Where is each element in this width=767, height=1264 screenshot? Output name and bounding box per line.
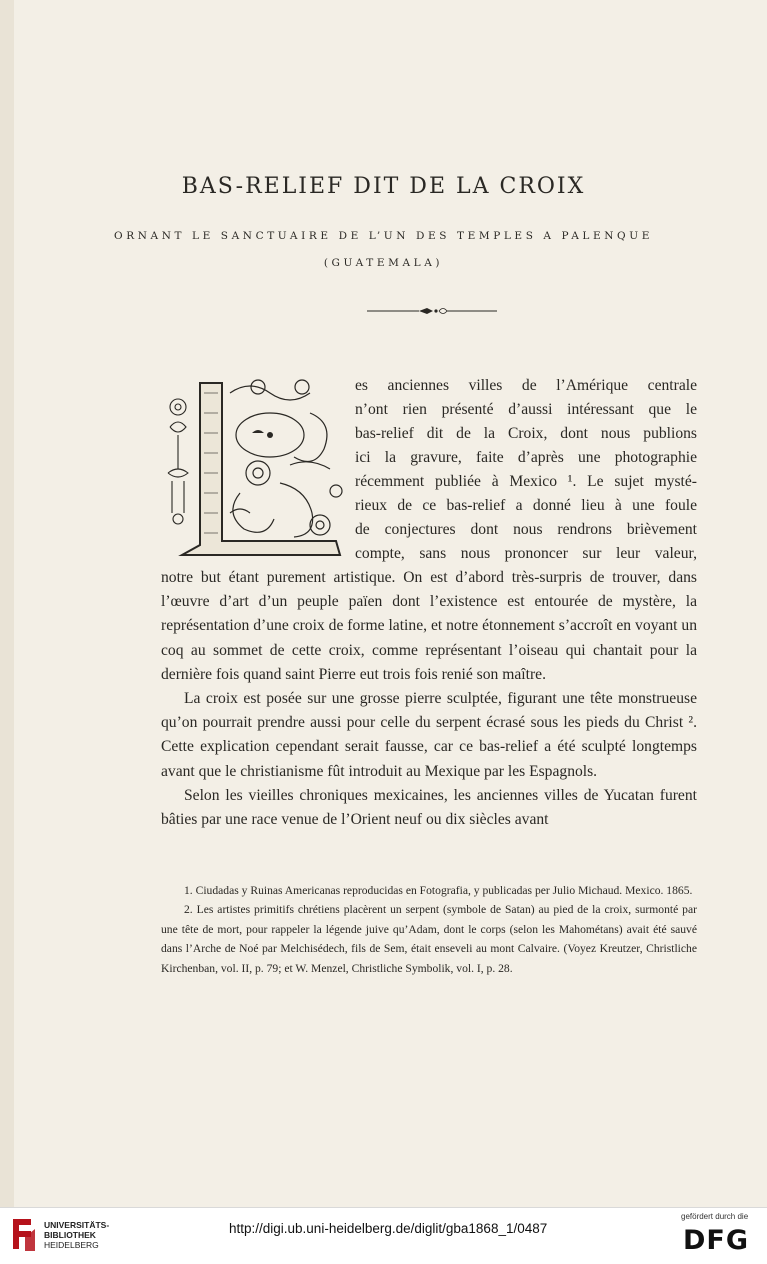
body-text [161, 566, 697, 832]
library-name [44, 1220, 109, 1250]
lead-line: es anciennes villes de l’Amérique centrale [355, 377, 697, 394]
footnote-2: 2. Les artistes primitifs chrétiens placèrent un serpent (symbole de Satan) au pied de la croix, surmonté par une tête de mort, pour rappeler la légende juive qu’Adam, dont le corps (selon les Mahométans) avait été sauvé dans l’Arche de Noé par Melchisédech, fils de Sem, était enseveli au mont Calvaire. (Voyez Kreutzer, Christliche Kirchenban, vol. II, p. 79; et W. Menzel, Christliche Symbolik, vol. I, p. 28. [161, 903, 697, 975]
article-subtitle-location: (GUATEMALA) [323, 257, 444, 269]
paragraph-2: La croix est posée sur une grosse pierre sculptée, figurant une tête monstrueuse qu’on pourrait prendre aussi pour celle du serpent écrasé sous les pieds du Christ ². Cette explication cependant serait fausse, car ce bas-relief a été sculpté longtemps avant que le christianisme fût introduit au Mexique par les Espagnols. [161, 690, 697, 780]
dfg-logo[interactable]: DFG [683, 1225, 750, 1256]
decorated-initial-letter-icon [160, 373, 350, 559]
lead-line: de conjectures dont nous rendrons brièvement [355, 521, 697, 538]
lead-line: n’ont rien présenté d’aussi intéressant que le [355, 401, 697, 418]
lead-line: récemment publiée à Mexico ¹. Le sujet mysté- [355, 473, 697, 490]
footnote-1: 1. Ciudadas y Ruinas Americanas reproducidas en Fotografia, y publicadas per Julio Michaud. Mexico. 1865. [184, 884, 693, 897]
library-name-line1: UNIVERSITÄTS- [44, 1220, 110, 1230]
permalink-url[interactable]: http://digi.ub.uni-heidelberg.de/diglit/gba1868_1/0487 [229, 1221, 548, 1236]
paragraph-1-continued: notre but étant purement artistique. On est d’abord très-surpris de trouver, dans l’œuvre d’art d’un peuple païen dont l’existence est entourée de mystère, la représentation d’une croix de forme latine, et notre étonnement s’accroît en voyant un coq au sommet de cette croix, comme représentant l’oiseau qui chantait pour la dernière fois quand saint Pierre eut trois fois renié son maître. [161, 569, 697, 683]
lead-line: bas-relief dit de la Croix, dont nous publions [355, 425, 697, 442]
divider-ornament [367, 303, 497, 319]
lead-line: ici la gravure, faite d’après une photographie [355, 449, 697, 466]
university-library-logo-icon[interactable] [9, 1213, 39, 1255]
library-name-line2: BIBLIOTHEK [44, 1230, 96, 1240]
footnotes [161, 881, 697, 978]
lead-line: compte, sans nous prononcer sur leur valeur, [355, 545, 697, 562]
article-subtitle: ORNANT LE SANCTUAIRE DE L’UN DES TEMPLES A PALENQUE [114, 230, 653, 242]
article-title: BAS-RELIEF DIT DE LA CROIX [181, 174, 586, 199]
library-name-line3: HEIDELBERG [44, 1240, 99, 1250]
funding-note: gefördert durch die [681, 1212, 749, 1221]
lead-line: rieux de ce bas-relief a donné lieu à une foule [355, 497, 697, 514]
paragraph-3: Selon les vieilles chroniques mexicaines, les anciennes villes de Yucatan furent bâties par une race venue de l’Orient neuf ou dix siècles avant [161, 786, 697, 829]
